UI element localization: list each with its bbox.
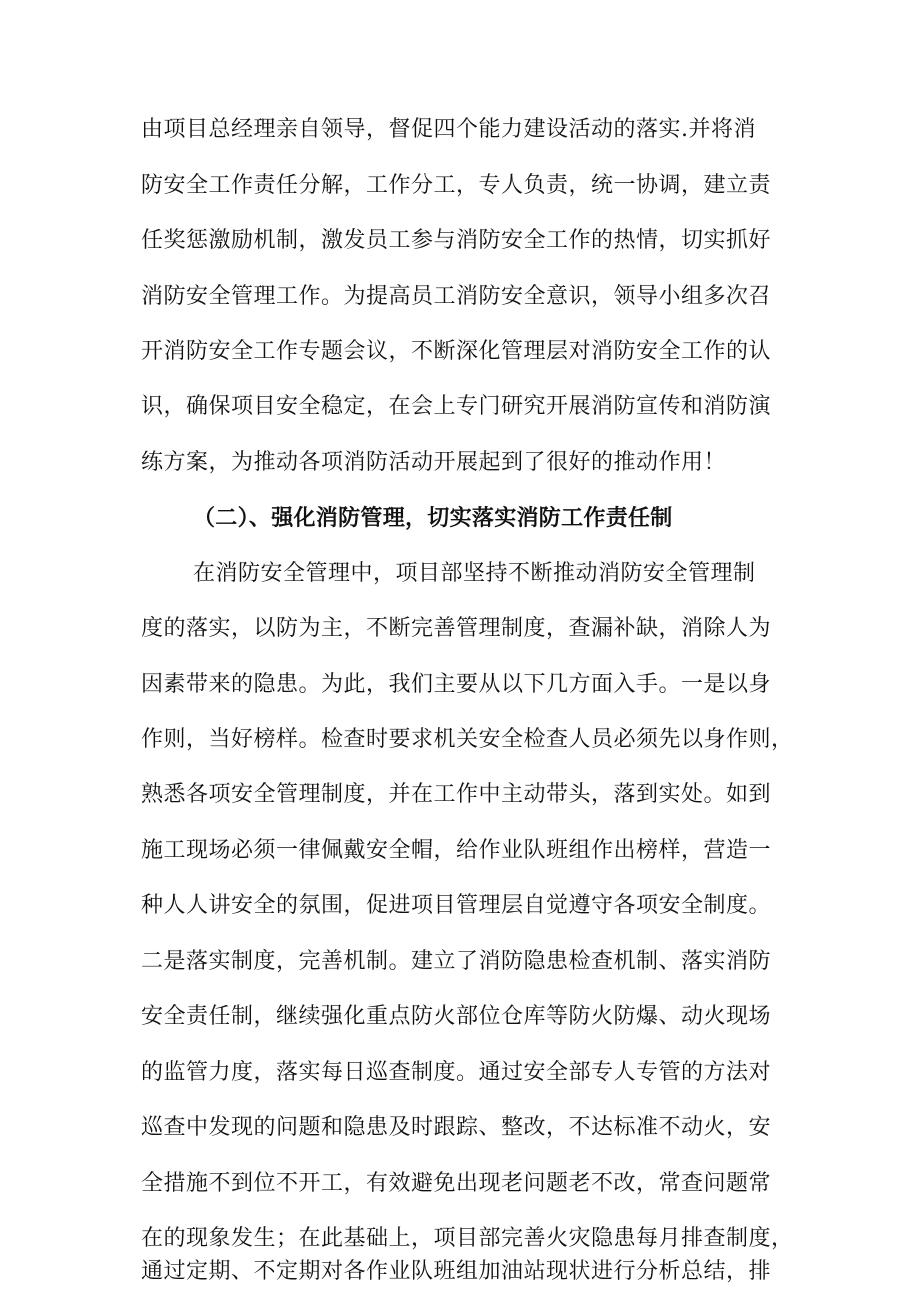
paragraph-line-1: 由项目总经理亲自领导，督促四个能力建设活动的落实.并将消 bbox=[141, 117, 756, 142]
paragraph-line-15: 二是落实制度，完善机制。建立了消防隐患检查机制、落实消防 bbox=[141, 949, 772, 974]
paragraph-line-13: 施工现场必须一律佩戴安全帽，给作业队班组作出榜样，营造一 bbox=[141, 838, 772, 863]
paragraph-line-2: 防安全工作责任分解，工作分工，专人负责，统一协调，建立责 bbox=[141, 173, 772, 198]
paragraph-line-6: 识，确保项目安全稳定，在会上专门研究开展消防宣传和消防演 bbox=[141, 394, 772, 419]
paragraph-line-14: 种人人讲安全的氛围，促进项目管理层自觉遵守各项安全制度。 bbox=[141, 893, 772, 918]
paragraph-line-3: 任奖惩激励机制，激发员工参与消防安全工作的热情，切实抓好 bbox=[141, 228, 772, 253]
paragraph-line-21: 通过定期、不定期对各作业队班组加油站现状进行分析总结，排 bbox=[141, 1259, 772, 1284]
paragraph-line-11: 作则，当好榜样。检查时要求机关安全检查人员必须先以身作则， bbox=[141, 727, 794, 752]
section-heading: （二）、强化消防管理，切实落实消防工作责任制 bbox=[193, 505, 673, 531]
paragraph-line-18: 巡查中发现的问题和隐患及时跟踪、整改，不达标准不动火，安 bbox=[141, 1115, 772, 1140]
paragraph-line-9: 度的落实，以防为主，不断完善管理制度，查漏补缺，消除人为 bbox=[141, 616, 772, 641]
paragraph-line-12: 熟悉各项安全管理制度，并在工作中主动带头，落到实处。如到 bbox=[141, 782, 772, 807]
paragraph-line-16: 安全责任制，继续强化重点防火部位仓库等防火防爆、动火现场 bbox=[141, 1004, 772, 1029]
paragraph-line-7: 练方案，为推动各项消防活动开展起到了很好的推动作用！ bbox=[141, 450, 727, 475]
paragraph-line-8: 在消防安全管理中，项目部坚持不断推动消防安全管理制 bbox=[193, 561, 756, 586]
paragraph-line-19: 全措施不到位不开工，有效避免出现老问题老不改，常查问题常 bbox=[141, 1171, 772, 1196]
paragraph-line-17: 的监管力度，落实每日巡查制度。通过安全部专人专管的方法对 bbox=[141, 1060, 772, 1085]
paragraph-line-10: 因素带来的隐患。为此，我们主要从以下几方面入手。一是以身 bbox=[141, 672, 772, 697]
paragraph-line-5: 开消防安全工作专题会议，不断深化管理层对消防安全工作的认 bbox=[141, 339, 772, 364]
paragraph-line-4: 消防安全管理工作。为提高员工消防安全意识，领导小组多次召 bbox=[141, 284, 772, 309]
paragraph-line-20: 在的现象发生；在此基础上，项目部完善火灾隐患每月排查制度， bbox=[141, 1226, 794, 1251]
